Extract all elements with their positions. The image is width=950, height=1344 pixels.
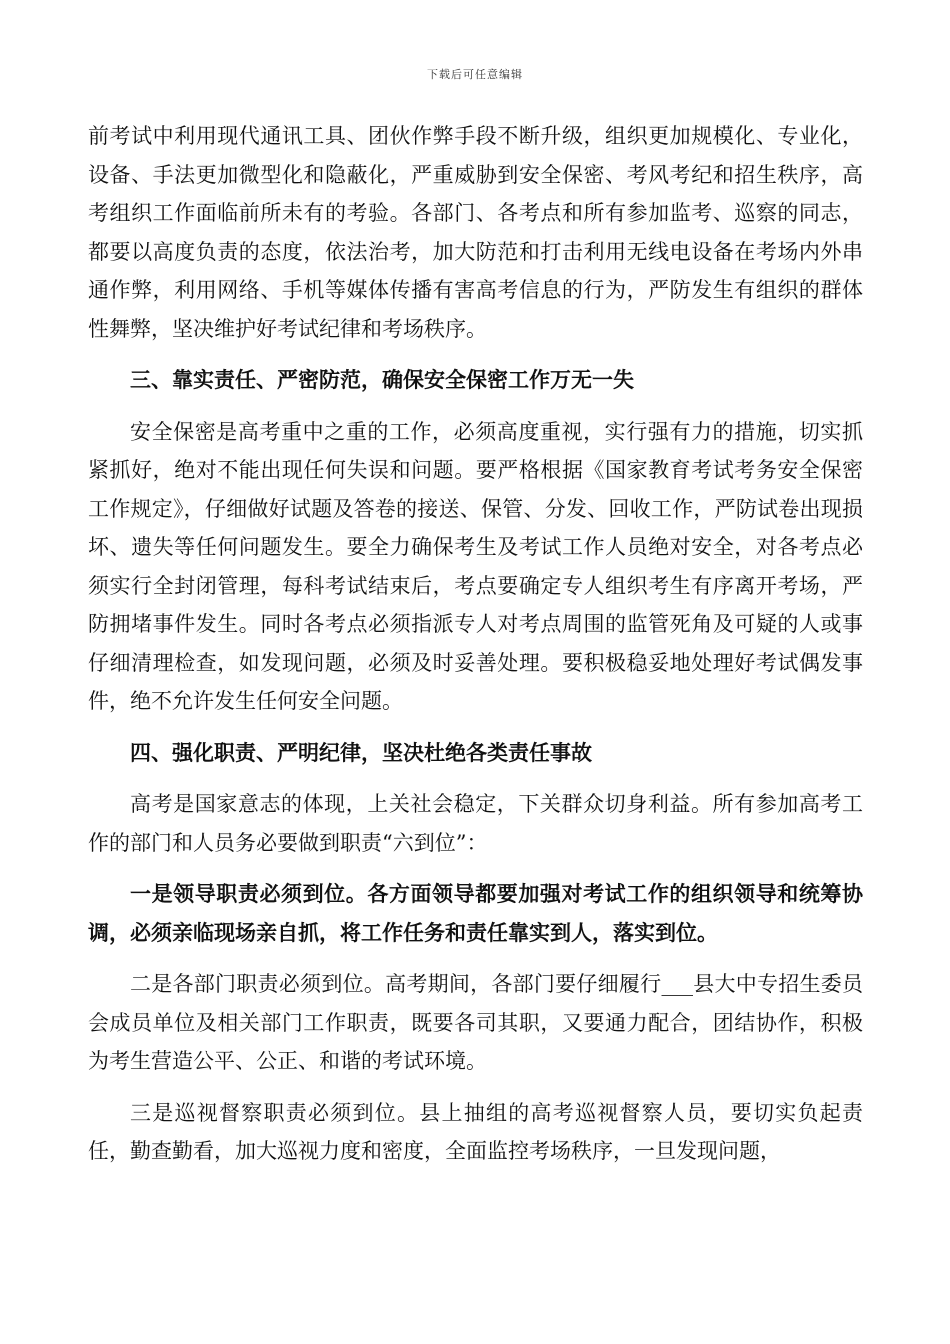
paragraph-exam-cheating: 前考试中利用现代通讯工具、团伙作弊手段不断升级，组织更加规模化、专业化，设备、手法更加微型化和隐蔽化，严重威胁到安全保密、考风考纪和招生秩序，高考组织工作面临前所未有的考验。各部门、各考点和所有参加监考、巡察的同志，都要以高度负责的态度，依法治考，加大防范和打击利用无线电设备在考场内外串通作弊，利用网络、手机等媒体传播有害高考信息的行为，严防发生有组织的群体性舞弊，坚决维护好考试纪律和考场秩序。 — [88, 124, 863, 341]
paragraph-leadership-duty: 一是领导职责必须到位。各方面领导都要加强对考试工作的组织领导和统筹协调，必须亲临现场亲自抓，将工作任务和责任靠实到人，落实到位。 — [88, 881, 863, 945]
section-heading-four: 四、强化职责、严明纪律，坚决杜绝各类责任事故 — [130, 739, 592, 765]
page-header: 下载后可任意编辑 — [427, 68, 523, 81]
paragraph-department-duty — [88, 965, 863, 1081]
document-body — [88, 117, 863, 1171]
county-name-blank: ___ — [661, 972, 693, 996]
section-heading-three: 三、靠实责任、严密防范，确保安全保密工作万无一失 — [130, 367, 634, 392]
paragraph-security: 安全保密是高考重中之重的工作，必须高度重视，实行强有力的措施，切实抓紧抓好，绝对不能出现任何失误和问题。要严格根据《国家教育考试考务安全保密工作规定》，仔细做好试题及答卷的接送、保管、分发、回收工作，严防试卷出现损坏、遗失等任何问题发生。要全力确保考生及考试工作人员绝对安全，对各考点必须实行全封闭管理，每科考试结束后，考点要确定专人组织考生有序离开考场，严防拥堵事件发生。同时各考点必须指派专人对考点周围的监管死角及可疑的人或事仔细清理检查，如发现问题，必须及时妥善处理。要积极稳妥地处理好考试偶发事件，绝不允许发生任何安全问题。 — [88, 419, 863, 713]
department-duty-text-start: 二是各部门职责必须到位。高考期间，各部门要仔细履行 — [130, 972, 662, 996]
paragraph-inspection-duty: 三是巡视督察职责必须到位。县上抽组的高考巡视督察人员，要切实负起责任，勤查勤看，加大巡视力度和密度，全面监控考场秩序，一旦发现问题， — [88, 1100, 863, 1163]
paragraph-six-duties: 高考是国家意志的体现，上关社会稳定，下关群众切身利益。所有参加高考工作的部门和人员务必要做到职责“六到位”： — [88, 792, 863, 855]
department-duty-text-end: 县大中专招生委员会成员单位及相关部门工作职责，既要各司其职，又要通力配合，团结协作，积极为考生营造公平、公正、和谐的考试环境。 — [88, 972, 863, 1073]
